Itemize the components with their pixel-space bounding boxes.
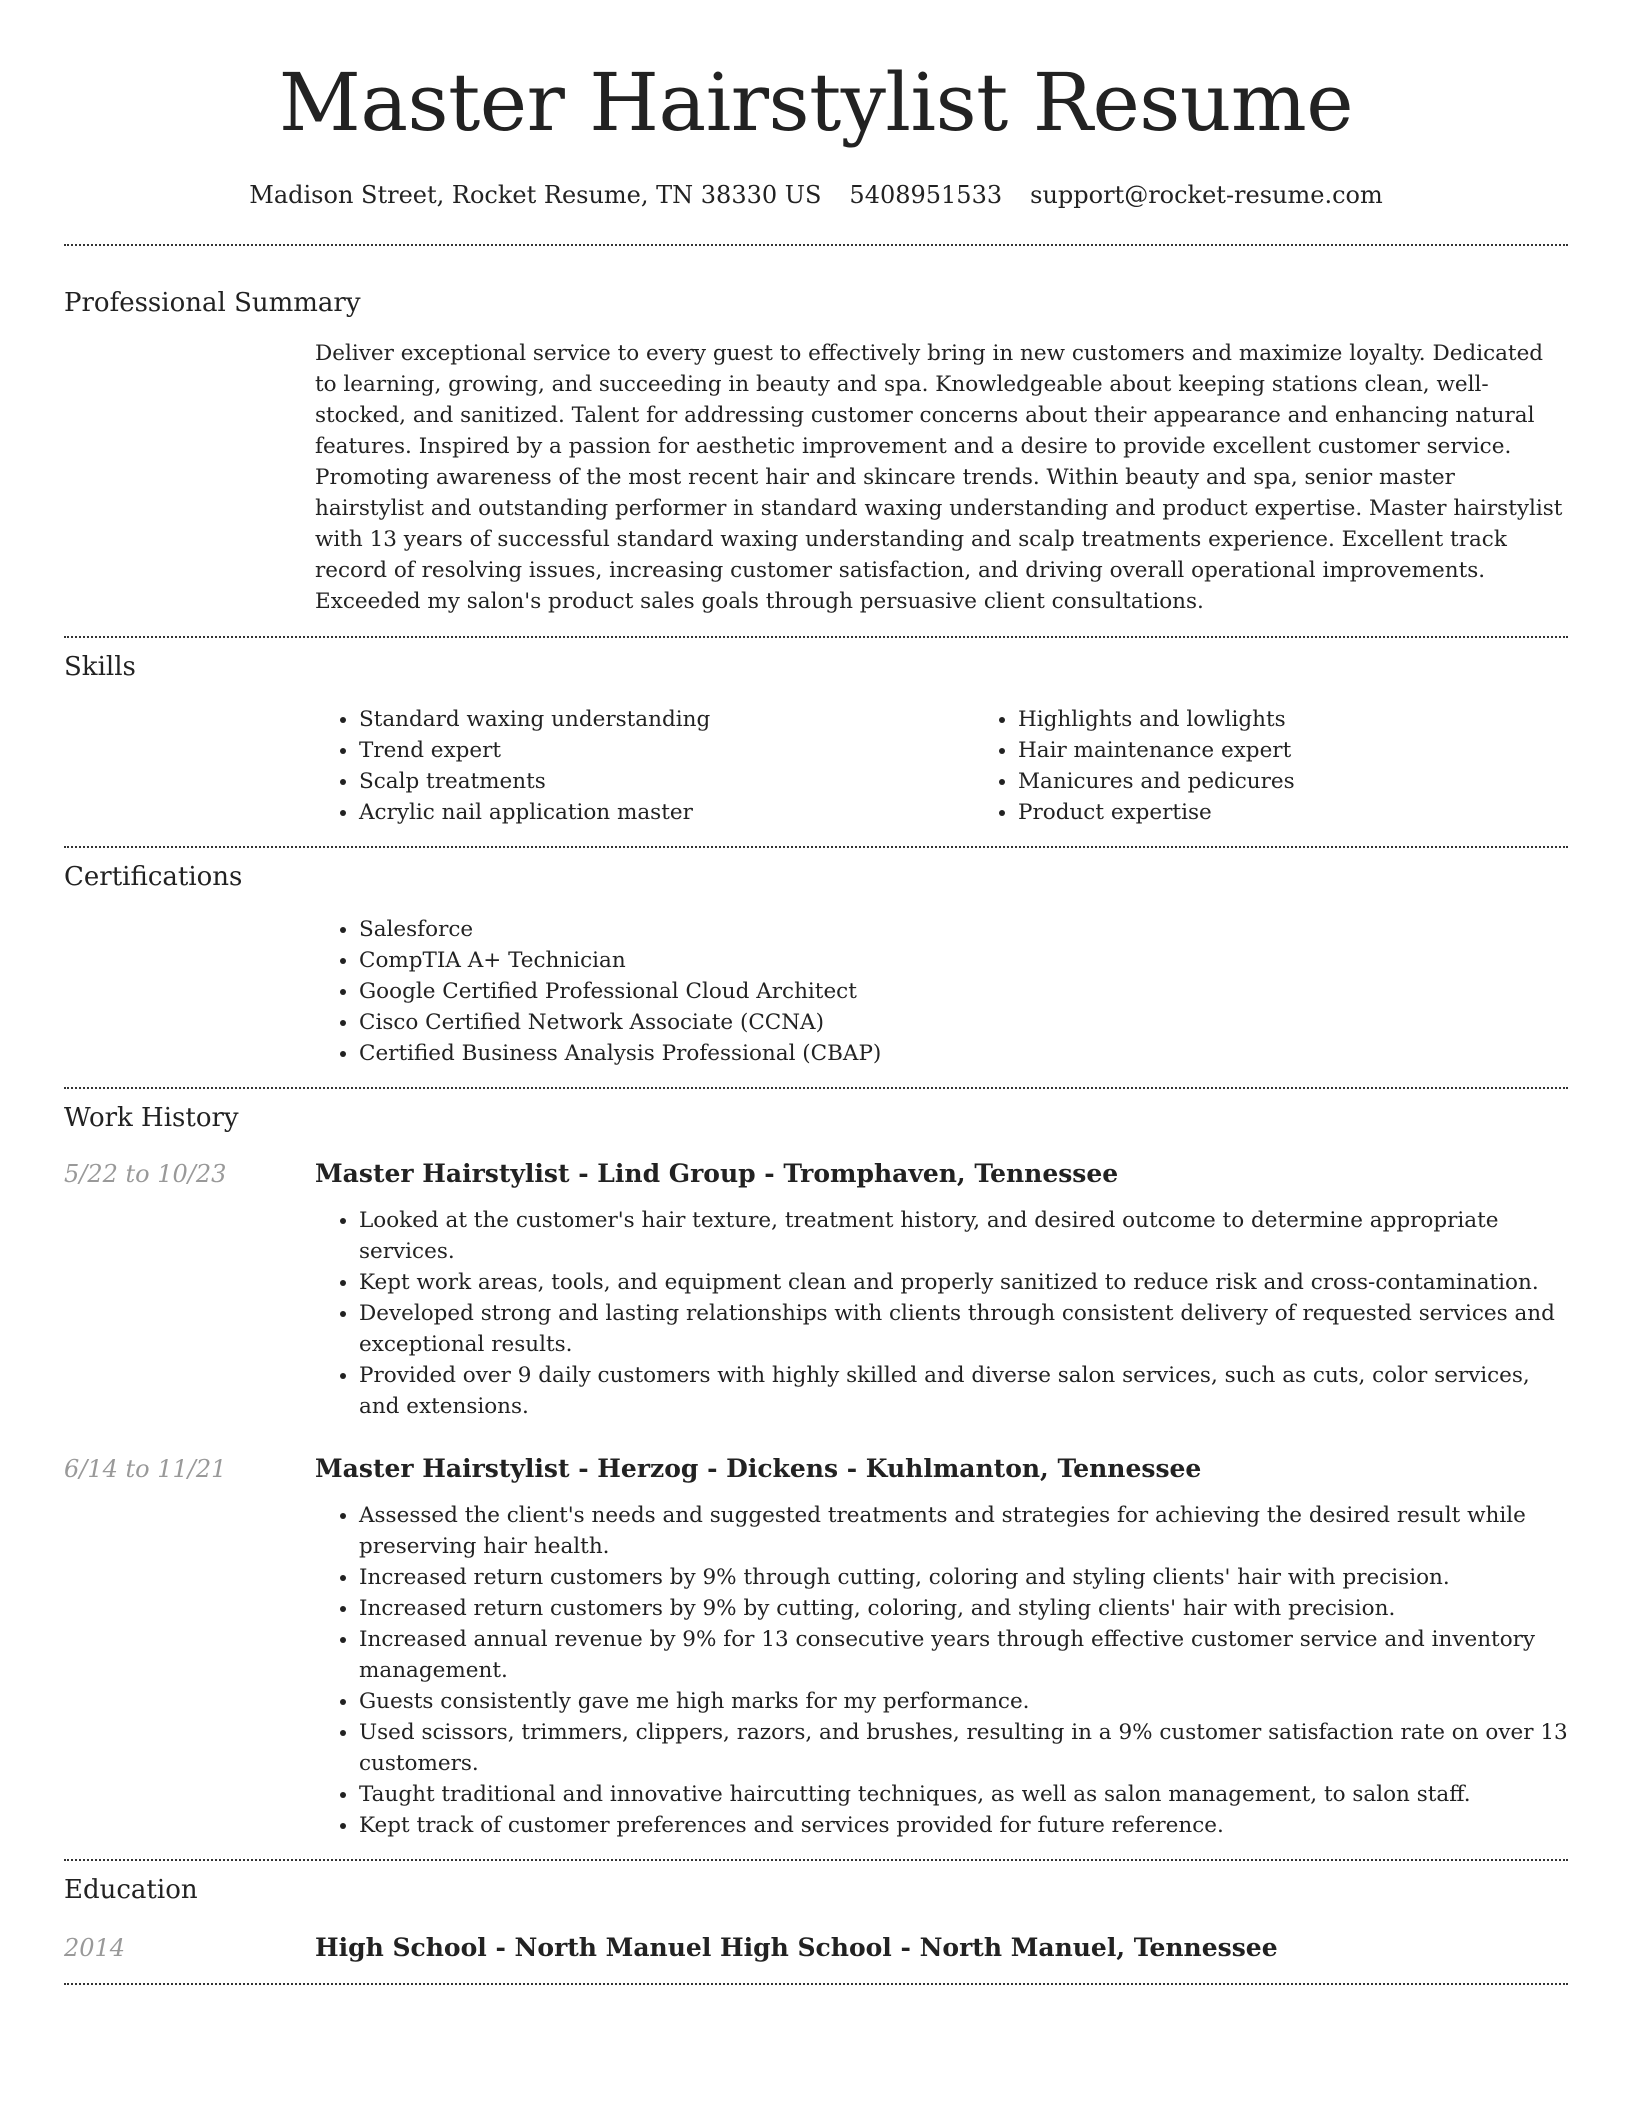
job-bullet: • Increased annual revenue by 9% for 13 consecutive years through effective customer service and inventory management.	[359, 1624, 1568, 1686]
skill-item: • Standard waxing understanding	[359, 704, 974, 735]
job-entry	[64, 1157, 1568, 1422]
certification-item: • Certified Business Analysis Professional (CBAP)	[359, 1038, 1568, 1069]
skill-item: • Trend expert	[359, 735, 974, 766]
contact-address: Madison Street, Rocket Resume, TN 38330 US	[249, 181, 822, 209]
job-bullet: • Increased return customers by 9% through cutting, coloring and styling clients' hair with precision.	[359, 1562, 1568, 1593]
section-divider	[64, 636, 1568, 638]
skill-item: • Acrylic nail application master	[359, 797, 974, 828]
skill-item: • Scalp treatments	[359, 766, 974, 797]
job-bullets	[315, 1205, 1568, 1422]
job-dates: 6/14 to 11/21	[64, 1455, 227, 1483]
contact-line	[64, 178, 1568, 212]
section-divider	[64, 244, 1568, 246]
job-bullet: • Increased return customers by 9% by cutting, coloring, and styling clients' hair with precision.	[359, 1593, 1568, 1624]
section-divider	[64, 846, 1568, 848]
job-dates: 5/22 to 10/23	[64, 1160, 227, 1188]
summary-text: Deliver exceptional service to every guest to effectively bring in new customers and maximize loyalty. Dedicated to learning, growing, and succeeding in beauty and spa. Knowledgeable about keeping stations clean, well-stocked, and sanitized. Talent for addressing customer concerns about their appearance and enhancing natural features. Inspired by a passion for aesthetic improvement and a desire to provide excellent customer service. Promoting awareness of the most recent hair and skincare trends. Within beauty and spa, senior master hairstylist and outstanding performer in standard waxing understanding and product expertise. Master hairstylist with 13 years of successful standard waxing understanding and scalp treatments experience. Excellent track record of resolving issues, increasing customer satisfaction, and driving overall operational improvements. Exceeded my salon's product sales goals through persuasive client consultations.	[315, 341, 1563, 614]
skill-item: • Manicures and pedicures	[1018, 766, 1632, 797]
job-title: Master Hairstylist - Herzog - Dickens - Kuhlmanton, Tennessee	[315, 1454, 1202, 1483]
job-bullet: • Assessed the client's needs and suggested treatments and strategies for achieving the desired result while preserving hair health.	[359, 1500, 1568, 1562]
contact-email: support@rocket-resume.com	[1030, 181, 1383, 209]
education-heading: Education	[64, 1875, 198, 1905]
skills-list-left	[315, 704, 974, 828]
skill-item: • Hair maintenance expert	[1018, 735, 1632, 766]
certifications-section	[64, 860, 1568, 1069]
work-history-heading: Work History	[64, 1103, 239, 1133]
education-entry	[64, 1931, 1568, 1965]
resume-name: Master Hairstylist Resume	[278, 56, 1354, 149]
certification-item: • CompTIA A+ Technician	[359, 945, 1568, 976]
job-bullet: • Kept track of customer preferences and services provided for future reference.	[359, 1810, 1568, 1841]
section-divider	[64, 1859, 1568, 1861]
education-title: High School - North Manuel High School - North Manuel, Tennessee	[315, 1933, 1278, 1962]
summary-heading: Professional Summary	[64, 288, 361, 318]
skills-section	[64, 650, 1568, 828]
job-bullet: • Looked at the customer's hair texture, treatment history, and desired outcome to determine appropriate services.	[359, 1205, 1568, 1267]
section-divider	[64, 1087, 1568, 1089]
certifications-heading: Certifications	[64, 862, 243, 892]
job-bullet: • Developed strong and lasting relationships with clients through consistent delivery of requested services and exceptional results.	[359, 1298, 1568, 1360]
skills-list-right	[974, 704, 1632, 828]
skill-item: • Highlights and lowlights	[1018, 704, 1632, 735]
skill-item: • Product expertise	[1018, 797, 1632, 828]
job-bullet: • Taught traditional and innovative haircutting techniques, as well as salon management, to salon staff.	[359, 1779, 1568, 1810]
job-entry	[64, 1452, 1568, 1841]
work-history-section	[64, 1101, 1568, 1841]
job-bullets	[315, 1500, 1568, 1841]
certifications-list	[315, 914, 1568, 1069]
job-title: Master Hairstylist - Lind Group - Tromphaven, Tennessee	[315, 1159, 1119, 1188]
summary-section	[64, 286, 1568, 617]
contact-phone: 5408951533	[849, 181, 1003, 209]
certification-item: • Cisco Certified Network Associate (CCNA)	[359, 1007, 1568, 1038]
education-section	[64, 1873, 1568, 1965]
job-bullet: • Guests consistently gave me high marks for my performance.	[359, 1686, 1568, 1717]
job-bullet: • Used scissors, trimmers, clippers, razors, and brushes, resulting in a 9% customer satisfaction rate on over 13 customers.	[359, 1717, 1568, 1779]
job-bullet: • Provided over 9 daily customers with highly skilled and diverse salon services, such as cuts, color services, and extensions.	[359, 1360, 1568, 1422]
certification-item: • Salesforce	[359, 914, 1568, 945]
certification-item: • Google Certified Professional Cloud Architect	[359, 976, 1568, 1007]
education-year: 2014	[64, 1934, 126, 1962]
job-bullet: • Kept work areas, tools, and equipment clean and properly sanitized to reduce risk and cross-contamination.	[359, 1267, 1568, 1298]
skills-heading: Skills	[64, 652, 136, 682]
section-divider	[64, 1983, 1568, 1985]
